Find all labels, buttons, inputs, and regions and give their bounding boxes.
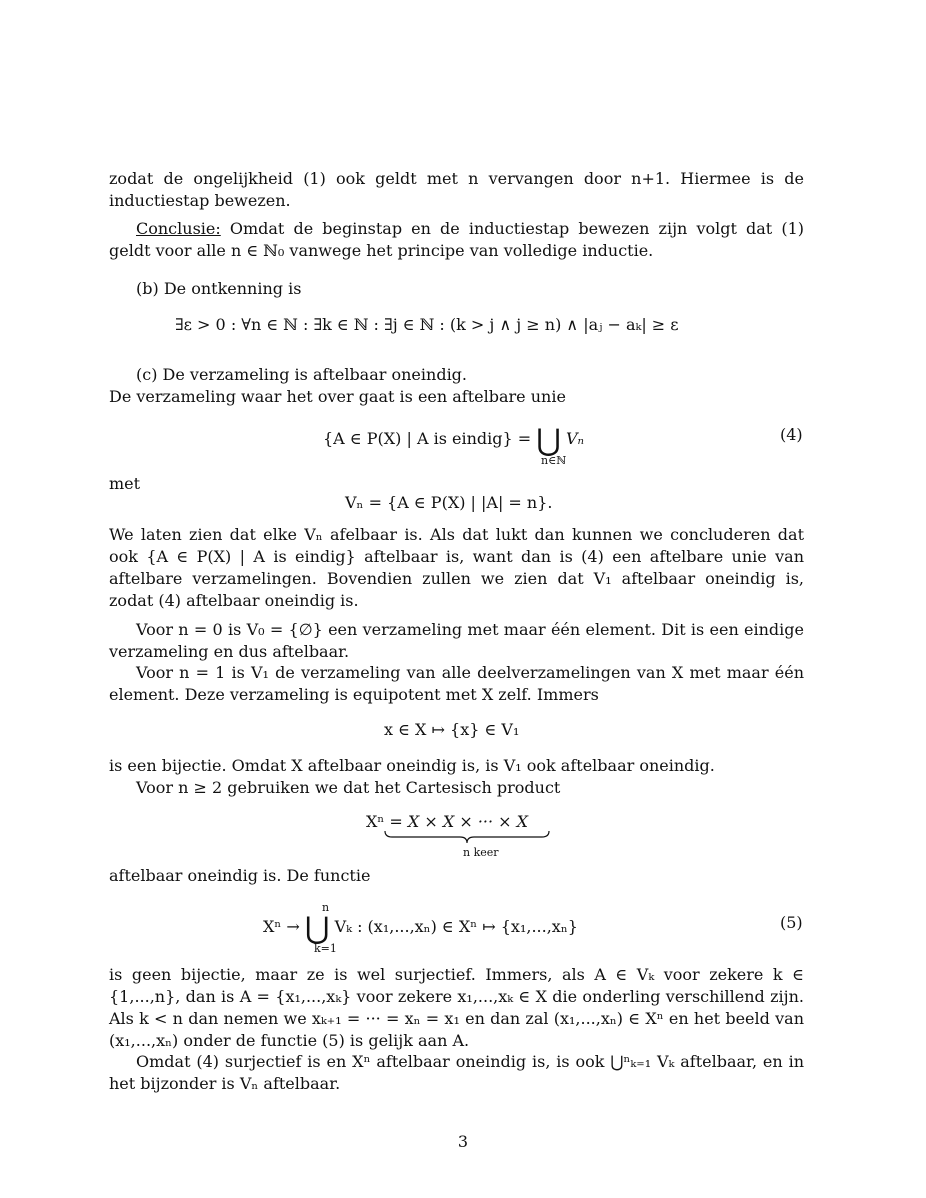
big-union-symbol: ⋃ bbox=[304, 911, 330, 946]
paragraph-part-c bbox=[109, 364, 804, 408]
big-union-symbol: ⋃ bbox=[536, 423, 561, 458]
equation-lhs: Xⁿ = bbox=[366, 812, 408, 831]
equation-lhs: {A ∈ P(X) | A is eindig} = bbox=[323, 429, 537, 448]
paragraph-text: Voor n = 0 is V₀ = {∅} een verzameling met maar één element. Dit is een eindige verzameling en dus aftelbaar. bbox=[109, 620, 804, 661]
paragraph-final bbox=[109, 1051, 804, 1095]
equation-bijection: x ∈ X ↦ {x} ∈ V₁ bbox=[384, 720, 520, 739]
paragraph-text: zodat de ongelijkheid (1) ook geldt met n vervangen door n+1. Hiermee is de inductiestap bewezen. bbox=[109, 169, 804, 210]
underbrace-label: n keer bbox=[463, 846, 499, 859]
equation-4 bbox=[323, 423, 585, 458]
paragraph-text: met bbox=[109, 474, 141, 493]
paragraph-text: is een bijectie. Omdat X aftelbaar oneindig is, is V₁ ook aftelbaar oneindig. bbox=[109, 756, 715, 775]
union-superscript: n bbox=[322, 901, 330, 914]
paragraph-countable-union bbox=[109, 524, 804, 612]
paragraph-text: Voor n = 1 is V₁ de verzameling van alle deelverzamelingen van X met maar één element. Deze verzameling is equipotent met X zelf. Immers bbox=[109, 663, 804, 704]
paragraph-bijection bbox=[109, 755, 804, 799]
equation-number-4: (4) bbox=[780, 425, 803, 444]
paragraph-text: is geen bijectie, maar ze is wel surjectief. Immers, als A ∈ Vₖ voor zekere k ∈ {1,...,n}, dan is A = {x₁,...,xₖ} voor zekere x₁,...,xₖ ∈ X die onderling verschillend zijn. Als k < n dan nemen we xₖ₊₁ = ··· = xₙ = x₁ en dan zal (x₁,...,xₙ) ∈ Xⁿ en het beeld van (x₁,...,xₙ) onder de functie (5) is gelijk aan A. bbox=[109, 965, 804, 1050]
equation-lhs: Xⁿ → bbox=[263, 917, 305, 936]
equation-rhs: X × X × ··· × X bbox=[407, 812, 529, 831]
paragraph-text: aftelbaar oneindig is. De functie bbox=[109, 866, 371, 885]
paragraph-text: De verzameling waar het over gaat is een aftelbare unie bbox=[109, 387, 566, 406]
union-subscript: n∈ℕ bbox=[541, 454, 567, 467]
paragraph-induction-step bbox=[109, 168, 804, 212]
paragraph-text: We laten zien dat elke Vₙ afelbaar is. Als dat lukt dan kunnen we concluderen dat ook {A ∈ P(X) | A is eindig} aftelbaar is, want dan is (4) een aftelbare unie van aftelbare verzamelingen. Bovendien zullen we zien dat V₁ aftelbaar oneindig is, zodat (4) aftelbaar oneindig is. bbox=[109, 525, 804, 610]
equation-negation: ∃ε > 0 : ∀n ∈ ℕ : ∃k ∈ ℕ : ∃j ∈ ℕ : (k > j ∧ j ≥ n) ∧ |aⱼ − aₖ| ≥ ε bbox=[175, 315, 679, 334]
equation-number-5: (5) bbox=[780, 913, 803, 932]
paragraph-text: Voor n ≥ 2 gebruiken we dat het Cartesisch product bbox=[136, 778, 561, 797]
paragraph-function bbox=[109, 865, 804, 887]
paragraph-case-n0 bbox=[109, 619, 804, 663]
equation-rhs: Vₙ bbox=[565, 429, 585, 448]
paragraph-text: (b) De ontkenning is bbox=[136, 279, 302, 298]
page-number: 3 bbox=[457, 1132, 469, 1151]
equation-vn-definition: Vₙ = {A ∈ P(X) | |A| = n}. bbox=[345, 493, 553, 512]
paragraph-part-b bbox=[109, 278, 804, 300]
paragraph-surjective bbox=[109, 964, 804, 1052]
paragraph-text: Omdat de beginstap en de inductiestap bewezen zijn volgt dat (1) geldt voor alle n ∈ ℕ₀ vanwege het principe van volledige inductie. bbox=[109, 219, 804, 260]
equation-5 bbox=[263, 911, 578, 946]
equation-rhs: Vₖ : (x₁,...,xₙ) ∈ Xⁿ ↦ {x₁,...,xₙ} bbox=[334, 917, 578, 936]
conclusion-label: Conclusie: bbox=[136, 219, 221, 238]
paragraph-conclusion bbox=[109, 218, 804, 262]
union-subscript: k=1 bbox=[314, 942, 337, 955]
paragraph-text: Omdat (4) surjectief is en Xⁿ aftelbaar oneindig is, is ook ⋃ⁿₖ₌₁ Vₖ aftelbaar, en in het bijzonder is Vₙ aftelbaar. bbox=[109, 1052, 804, 1093]
paragraph-text: (c) De verzameling is aftelbaar oneindig. bbox=[136, 365, 468, 384]
paragraph-case-n1 bbox=[109, 662, 804, 706]
